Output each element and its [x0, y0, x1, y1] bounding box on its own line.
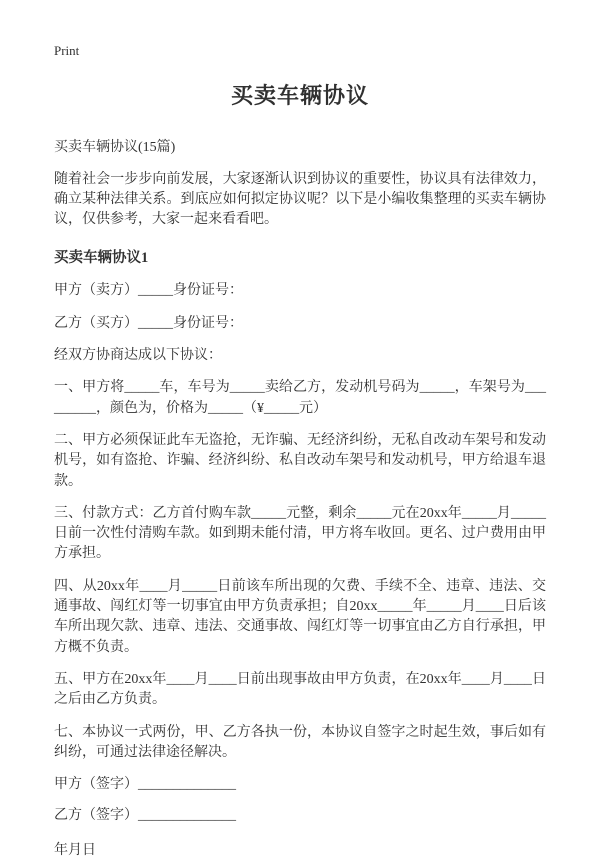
date-line: 年月日 — [54, 842, 96, 858]
agreement-lead-in: 经双方协商达成以下协议： — [54, 348, 222, 364]
document-title: 买卖车辆协议 — [230, 82, 369, 108]
section-heading: 买卖车辆协议1 — [54, 250, 149, 267]
party-b-signature-line: 乙方（签字）______________ — [54, 808, 236, 824]
clause-5: 五、甲方在20xx年____月____日前出现事故由甲方负责，在20xx年____月____日之后由乙方负责。 — [54, 671, 546, 708]
party-a-signature-line: 甲方（签字）______________ — [54, 777, 236, 793]
clause-3: 三、付款方式：乙方首付购车款_____元整，剩余_____元在20xx年_____月_____日前一次性付清购车款。如到期未能付清，甲方将车收回。更名、过户费用由甲方承担。 — [54, 505, 546, 562]
clause-4: 四、从20xx年____月_____日前该车所出现的欠费、手续不全、违章、违法、交通事故、闯红灯等一切事宜由甲方负责承担；自20xx_____年_____月____日后该车所出现欠款、违章、违法、交通事故、闯红灯等一切事宜由乙方自行承担，甲方概不负责。 — [54, 578, 546, 655]
party-b-line: 乙方（买方）_____身份证号： — [54, 315, 243, 331]
clause-2: 二、甲方必须保证此车无盗抢，无诈骗、无经济纠纷，无私自改动车架号和发动机号，如有盗抢、诈骗、经济纠纷、私自改动车架号和发动机号，甲方给退车退款。 — [54, 432, 546, 489]
intro-paragraph: 随着社会一步步向前发展，大家逐渐认识到协议的重要性，协议具有法律效力，确立某种法律关系。到底应如何拟定协议呢？以下是小编收集整理的买卖车辆协议，仅供参考，大家一起来看看吧。 — [54, 171, 546, 228]
clause-1: 一、甲方将_____车，车号为_____卖给乙方，发动机号码为_____，车架号为_________，颜色为，价格为_____（¥_____元） — [54, 380, 546, 416]
document-subtitle: 买卖车辆协议(15篇) — [54, 139, 176, 155]
party-a-line: 甲方（卖方）_____身份证号： — [54, 283, 243, 299]
print-link[interactable]: Print — [54, 43, 80, 58]
clause-7: 七、本协议一式两份，甲、乙方各执一份，本协议自签字之时起生效，事后如有纠纷，可通过法律途径解决。 — [54, 724, 546, 760]
